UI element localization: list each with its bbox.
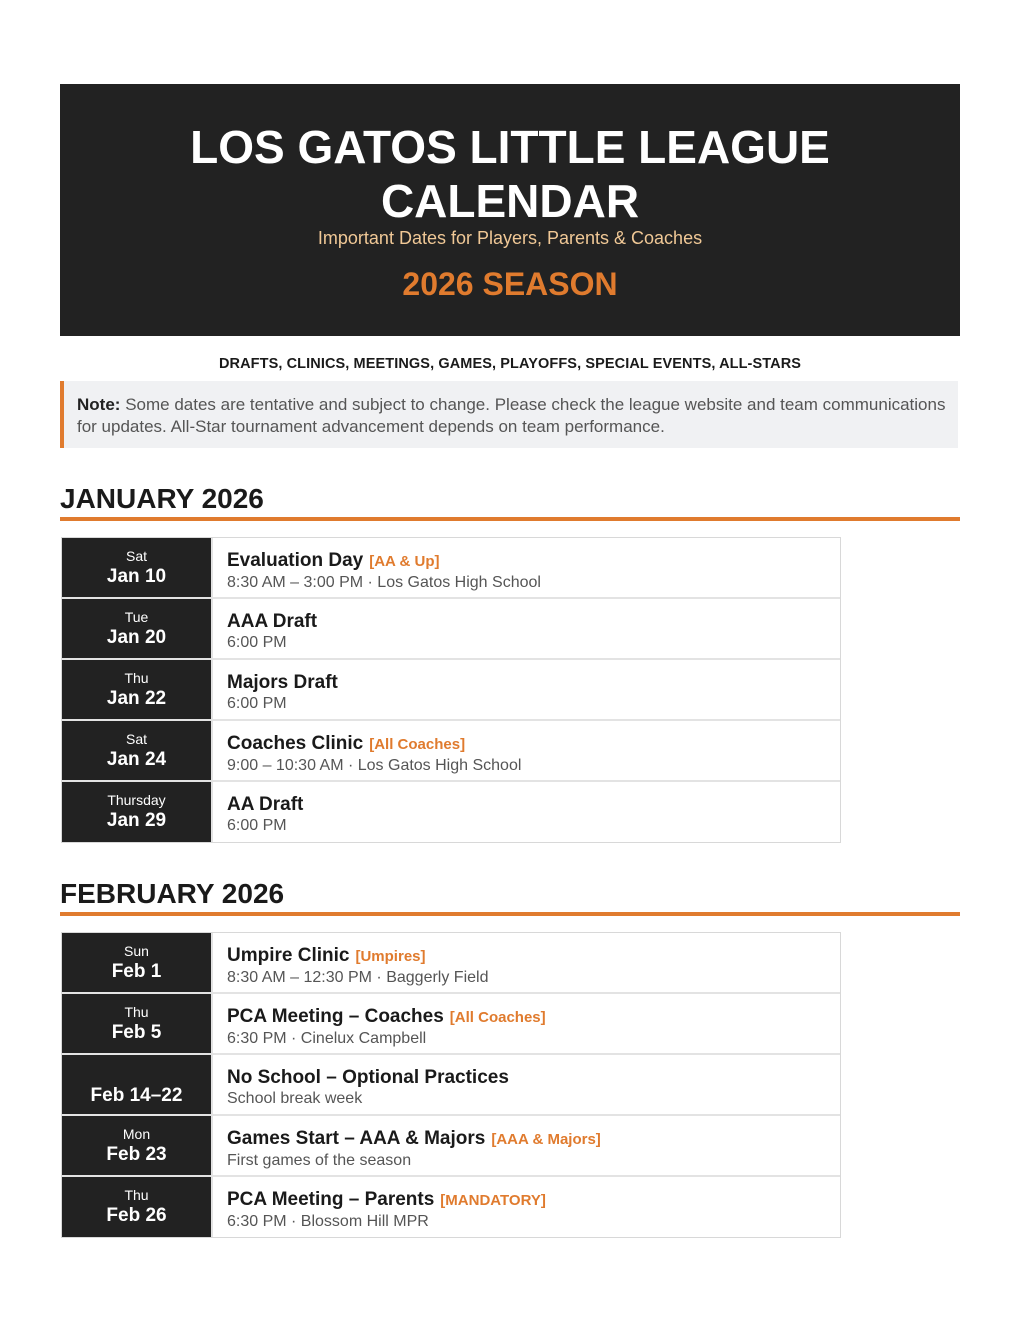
event-date: Jan 20 — [106, 626, 167, 648]
day-of-week: Thu — [124, 1003, 149, 1020]
event-info — [213, 660, 840, 719]
note-text: Some dates are tentative and subject to change. Please check the league website and team communications for updates. All-Star tournament advancement depends on team performance. — [77, 395, 946, 436]
event-date: Feb 5 — [111, 1021, 162, 1043]
day-of-week: Thu — [124, 1187, 149, 1203]
event-title: Umpire Clinic — [227, 945, 350, 966]
date-cell — [62, 1116, 211, 1175]
event-detail: First games of the season — [227, 1152, 412, 1169]
event-date: Feb 1 — [111, 960, 162, 982]
note-box — [60, 381, 958, 448]
event-title: PCA Meeting – Parents — [227, 1189, 435, 1210]
event-date: Jan 10 — [106, 565, 167, 587]
event-detail: 6:30 PM · Blossom Hill MPR — [227, 1213, 429, 1230]
event-row — [62, 933, 840, 994]
event-row — [62, 1055, 840, 1116]
event-info — [213, 599, 840, 658]
event-title: AAA Draft — [227, 611, 318, 632]
date-cell — [62, 1055, 211, 1114]
event-title: Majors Draft — [227, 672, 338, 693]
day-of-week: Sun — [124, 942, 149, 959]
event-date: Feb 14–22 — [90, 1085, 183, 1106]
month-title-february: FEBRUARY 2026 — [60, 878, 285, 909]
event-tag: [AAA & Majors] — [491, 1131, 601, 1148]
day-of-week: Sat — [125, 730, 147, 747]
january-events-table — [61, 537, 841, 843]
day-of-week: Sat — [125, 547, 147, 564]
event-title: Coaches Clinic — [227, 733, 364, 754]
date-cell — [62, 538, 211, 597]
event-info — [213, 933, 840, 992]
title-line-2: CALENDAR — [380, 175, 640, 227]
event-info — [213, 538, 840, 597]
month-divider — [60, 912, 960, 916]
event-info — [213, 782, 840, 842]
event-date: Feb 23 — [106, 1143, 167, 1165]
event-detail: 8:30 AM – 3:00 PM · Los Gatos High School — [227, 574, 541, 591]
month-title-january: JANUARY 2026 — [60, 483, 264, 514]
event-info — [213, 721, 840, 780]
event-info — [213, 1055, 840, 1114]
event-title: Evaluation Day — [227, 550, 364, 571]
event-row — [62, 1116, 840, 1177]
event-title: Games Start – AAA & Majors — [227, 1128, 486, 1149]
event-title: AA Draft — [227, 794, 304, 815]
date-cell — [62, 1177, 211, 1237]
event-row — [62, 782, 840, 842]
event-tag: [Umpires] — [355, 948, 426, 965]
season-label: 2026 SEASON — [402, 266, 618, 302]
event-tag: [AA & Up] — [369, 553, 440, 570]
event-row — [62, 599, 840, 660]
event-tag: [All Coaches] — [449, 1009, 546, 1026]
event-info — [213, 1116, 840, 1175]
event-tag: [All Coaches] — [369, 736, 466, 753]
february-events-table — [61, 932, 841, 1238]
event-detail: 8:30 AM – 12:30 PM · Baggerly Field — [227, 969, 489, 986]
event-date: Feb 26 — [106, 1205, 167, 1226]
event-row — [62, 538, 840, 599]
date-cell — [62, 782, 211, 842]
event-detail: School break week — [227, 1090, 363, 1107]
event-detail: 9:00 – 10:30 AM · Los Gatos High School — [227, 757, 522, 774]
day-of-week: Tue — [124, 608, 149, 625]
date-cell — [62, 599, 211, 658]
event-tag: [MANDATORY] — [440, 1192, 546, 1209]
event-detail: 6:30 PM · Cinelux Campbell — [227, 1030, 427, 1047]
event-categories: DRAFTS, CLINICS, MEETINGS, GAMES, PLAYOFFS, SPECIAL EVENTS, ALL-STARS — [218, 356, 802, 372]
event-title: No School – Optional Practices — [227, 1067, 509, 1088]
event-title: PCA Meeting – Coaches — [227, 1006, 444, 1027]
page-subtitle: Important Dates for Players, Parents & Coaches — [317, 228, 703, 248]
day-of-week: Mon — [122, 1125, 151, 1142]
title-line-1: LOS GATOS LITTLE LEAGUE — [190, 121, 830, 173]
event-row — [62, 721, 840, 782]
event-detail: 6:00 PM — [227, 817, 287, 834]
event-row — [62, 660, 840, 721]
event-row — [62, 994, 840, 1055]
event-date: Jan 22 — [106, 687, 167, 709]
note-label: Note: — [77, 395, 121, 414]
event-row — [62, 1177, 840, 1237]
event-date: Jan 24 — [106, 748, 167, 770]
month-divider — [60, 517, 960, 521]
day-of-week: Thu — [124, 669, 149, 686]
event-info — [213, 1177, 840, 1237]
date-cell — [62, 660, 211, 719]
event-detail: 6:00 PM — [227, 634, 287, 651]
event-info — [213, 994, 840, 1053]
day-of-week: Thursday — [107, 792, 166, 808]
calendar-header — [60, 84, 960, 336]
date-cell — [62, 721, 211, 780]
page-title — [60, 120, 960, 228]
date-cell — [62, 933, 211, 992]
event-detail: 6:00 PM — [227, 695, 287, 712]
event-date: Jan 29 — [106, 810, 167, 831]
date-cell — [62, 994, 211, 1053]
